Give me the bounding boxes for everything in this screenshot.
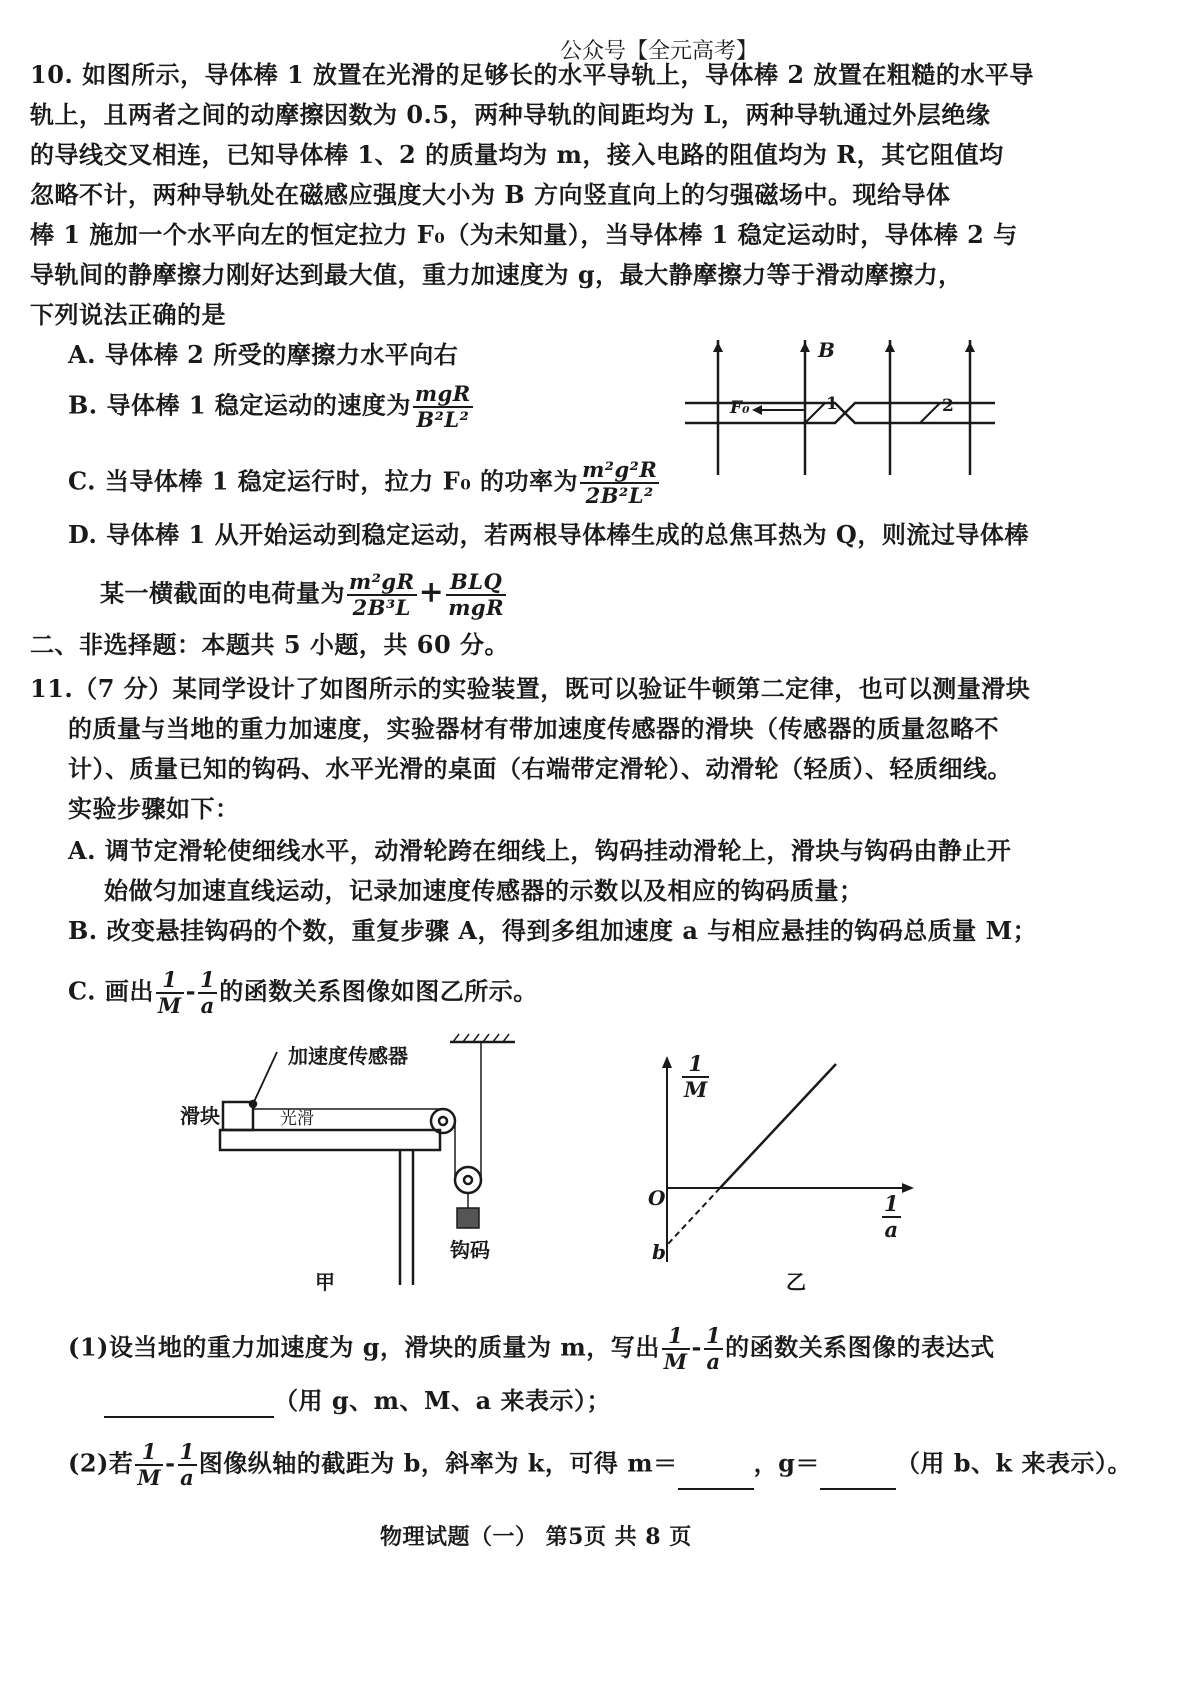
table-top xyxy=(220,1130,440,1150)
fraction-denominator: M xyxy=(137,1465,162,1490)
fraction-numerator: 1 xyxy=(179,1439,195,1464)
fraction-1-over-a xyxy=(704,1324,723,1374)
rod-2 xyxy=(920,403,940,423)
rod-1-label: 1 xyxy=(826,394,838,414)
slider-block xyxy=(223,1102,253,1130)
fraction-numerator: 1 xyxy=(682,1052,709,1078)
dash: - xyxy=(691,1332,703,1362)
fraction-denominator: a xyxy=(884,1217,899,1242)
graph-x-label xyxy=(882,1192,901,1242)
answer-blank[interactable] xyxy=(104,1390,274,1418)
hook-mass xyxy=(457,1208,479,1228)
fraction-numerator: m²g²R xyxy=(582,457,658,482)
fraction-denominator: 2B²L² xyxy=(585,483,654,508)
option-a: A. 导体棒 2 所受的摩擦力水平向右 xyxy=(68,340,459,369)
fixed-pulley xyxy=(431,1109,455,1133)
step-c-post: 的函数关系图像如图乙所示。 xyxy=(219,976,538,1006)
option-b-fraction xyxy=(413,382,473,432)
step-c-pre: C. 画出 xyxy=(68,976,154,1006)
figure-jia-label: 甲 xyxy=(315,1270,335,1294)
fraction-denominator: a xyxy=(180,1465,195,1490)
option-d-fraction-2 xyxy=(446,570,506,620)
subquestion-2 xyxy=(68,1440,1132,1490)
page-footer: 物理试题（一） 第5页 共 8 页 xyxy=(380,1524,692,1550)
q11-line: 的质量与当地的重力加速度，实验器材有带加速度传感器的滑块（传感器的质量忽略不 xyxy=(68,714,999,743)
option-b-text: B. 导体棒 1 稳定运动的速度为 xyxy=(68,390,411,420)
fraction-numerator: mgR xyxy=(414,381,471,406)
figure-yi-label: 乙 xyxy=(786,1270,806,1294)
intercept-label: b xyxy=(652,1240,666,1264)
q10-line: 10. 如图所示，导体棒 1 放置在光滑的足够长的水平导轨上，导体棒 2 放置在粗糙的水平导 xyxy=(30,60,1034,89)
q10-line: 的导线交叉相连，已知导体棒 1、2 的质量均为 m，接入电路的阻值均为 R，其它阻值均 xyxy=(30,140,1004,169)
fraction-numerator: 1 xyxy=(135,1440,163,1466)
fraction-numerator: BLQ xyxy=(446,570,506,596)
option-d-line2 xyxy=(100,570,508,620)
rod-2-label: 2 xyxy=(942,396,954,416)
fraction-numerator: 1 xyxy=(706,1323,722,1348)
section-2-heading: 二、非选择题：本题共 5 小题，共 60 分。 xyxy=(30,630,510,659)
force-label: F₀ xyxy=(730,398,750,418)
q10-line: 下列说法正确的是 xyxy=(30,300,226,329)
option-c-fraction xyxy=(580,458,659,508)
fraction-denominator: a xyxy=(200,993,215,1018)
moving-pulley xyxy=(455,1167,481,1193)
fraction-numerator: 1 xyxy=(156,968,184,994)
q10-line: 导轨间的静摩擦力刚好达到最大值，重力加速度为 g，最大静摩擦力等于滑动摩擦力， xyxy=(30,260,963,289)
dash: - xyxy=(185,976,197,1006)
option-c-text: C. 当导体棒 1 稳定运行时，拉力 F₀ 的功率为 xyxy=(68,466,579,496)
fraction-1-over-m xyxy=(135,1440,163,1490)
fraction-denominator: M xyxy=(157,993,182,1018)
answer-blank-m[interactable] xyxy=(678,1462,754,1490)
smooth-label: 光滑 xyxy=(280,1109,314,1129)
q10-line: 轨上，且两者之间的动摩擦因数为 0.5，两种导轨的间距均为 L，两种导轨通过外层绝缘 xyxy=(30,100,991,129)
fraction-1-over-a xyxy=(198,968,217,1018)
fraction-denominator: mgR xyxy=(448,595,505,620)
sub2-mid: 图像纵轴的截距为 b，斜率为 k，可得 m＝ xyxy=(198,1448,678,1478)
fraction-denominator: B²L² xyxy=(416,407,470,432)
sub2-pre: (2)若 xyxy=(68,1448,134,1478)
rod-1 xyxy=(805,403,825,423)
step-b: B. 改变悬挂钩码的个数，重复步骤 A，得到多组加速度 a 与相应悬挂的钩码总质量 M； xyxy=(68,916,1038,945)
slider-label: 滑块 xyxy=(180,1104,220,1128)
fraction-numerator: 1 xyxy=(884,1191,899,1216)
q10-line: 棒 1 施加一个水平向左的恒定拉力 F₀（为未知量），当导体棒 1 稳定运动时，导体棒 2 与 xyxy=(30,220,1018,249)
graph-line xyxy=(720,1064,836,1188)
fraction-denominator: M xyxy=(684,1077,708,1102)
apparatus-diagram xyxy=(215,1030,545,1300)
step-a-line2: 始做匀加速直线运动，记录加速度传感器的示数以及相应的钩码质量； xyxy=(104,876,864,905)
fraction-1-over-m xyxy=(662,1324,690,1374)
field-label-b: B xyxy=(818,338,835,362)
fraction-numerator: 1 xyxy=(662,1324,690,1350)
option-d-text: 某一横截面的电荷量为 xyxy=(100,578,345,608)
q11-line: 计）、质量已知的钩码、水平光滑的桌面（右端带定滑轮）、动滑轮（轻质）、轻质细线。 xyxy=(68,754,1012,783)
fraction-denominator: M xyxy=(663,1349,688,1374)
fraction-numerator: 1 xyxy=(200,967,216,992)
step-a-line1: A. 调节定滑轮使细线水平，动滑轮跨在细线上，钩码挂动滑轮上，滑块与钩码由静止开 xyxy=(68,836,1012,865)
q11-line: 11.（7 分）某同学设计了如图所示的实验装置，既可以验证牛顿第二定律，也可以测量滑块 xyxy=(30,674,1031,703)
fraction-1-over-m xyxy=(156,968,184,1018)
option-c xyxy=(68,458,661,508)
option-d-line1: D. 导体棒 1 从开始运动到稳定运动，若两根导体棒生成的总焦耳热为 Q，则流过导体棒 xyxy=(68,520,1029,549)
sub1-post: 的函数关系图像的表达式 xyxy=(725,1332,995,1362)
header-watermark: 公众号【全元高考】 xyxy=(560,38,759,63)
sub1-pre: (1)设当地的重力加速度为 g，滑块的质量为 m，写出 xyxy=(68,1332,660,1362)
plus-sign: + xyxy=(418,574,445,610)
sub1-line2: （用 g、m、M、a 来表示）； xyxy=(274,1386,612,1415)
graph-y-label xyxy=(682,1052,709,1102)
origin-label: O xyxy=(648,1186,666,1210)
subquestion-1 xyxy=(68,1324,995,1374)
fraction-denominator: 2B³L xyxy=(352,595,411,620)
fraction-denominator: a xyxy=(706,1349,721,1374)
step-c xyxy=(68,968,538,1018)
option-b xyxy=(68,382,475,432)
graph-line-extension xyxy=(667,1188,720,1245)
sub2-post: （用 b、k 来表示）。 xyxy=(895,1448,1133,1478)
option-d-fraction-1 xyxy=(347,570,417,620)
sensor-label: 加速度传感器 xyxy=(288,1044,408,1068)
q11-line: 实验步骤如下： xyxy=(68,794,240,823)
q10-line: 忽略不计，两种导轨处在磁感应强度大小为 B 方向竖直向上的匀强磁场中。现给导体 xyxy=(30,180,951,209)
answer-blank-g[interactable] xyxy=(820,1462,896,1490)
subquestion-1-line2 xyxy=(104,1384,611,1418)
hook-label: 钩码 xyxy=(450,1238,490,1262)
dash: - xyxy=(165,1448,176,1478)
fraction-numerator: m²gR xyxy=(349,569,415,594)
fraction-1-over-a xyxy=(178,1440,197,1490)
sub2-g: ，g＝ xyxy=(753,1448,820,1478)
